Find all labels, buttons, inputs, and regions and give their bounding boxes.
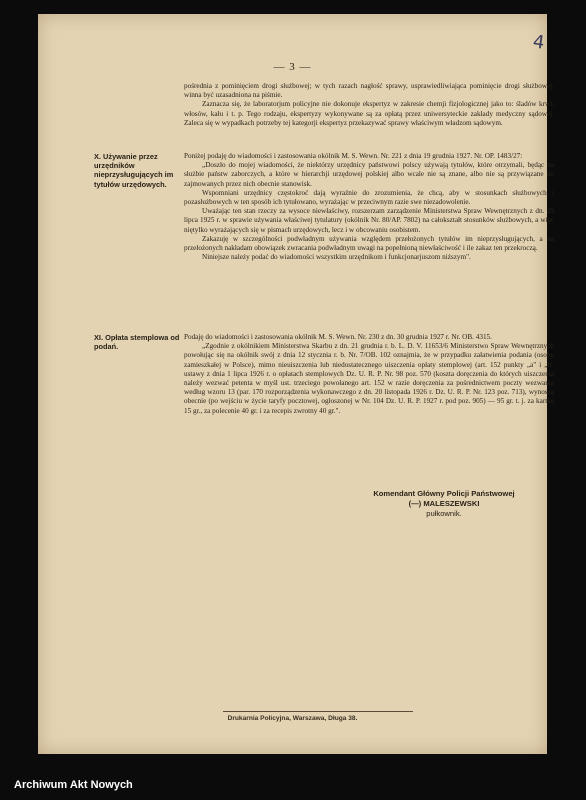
intro-paragraph: pośrednia z pominięciem drogi służbowej; w tych razach nagłość sprawy, usprawiedliwiająca pominięcie drogi służbowej, winna być uzasadniona na piśmie. xyxy=(184,82,554,100)
footer-divider xyxy=(223,711,413,712)
intro-paragraph: Zaznacza się, że laboratorjum policyjne nie dokonuje ekspertyz w zakresie chemji fizjologicznej jako to: śladów krwi, włosów, kału i t. p. Tego rodzaju, ekspertyzy wykonywane są za opłatą przez uniwersyteckie zakłady medyczny sądowej. Zaleca się w wypadkach potrzeby tej kategorji ekspertyz przekazywać sprawy właściwym władzom sądowym. xyxy=(184,100,554,127)
section-x-heading: X. Używanie przez urzędników nieprzysługujących im tytułów urzędowych. xyxy=(94,152,174,189)
intro-block xyxy=(184,82,554,128)
signature-name: (—) MALESZEWSKI xyxy=(408,499,480,508)
quote-paragraph: Niniejsze należy podać do wiadomości wszystkim urzędnikom i funkcjonarjuszom niższym". xyxy=(202,253,471,262)
quote-paragraph: Zakazuję w szczególności podwładnym używania względem przełożonych tytułów im nieprzysługujących, a na przełożonych nakładam obowiązek zwracania podwładnym uwagi na popełnioną niewłaściwość i ile zakaz ten przekroczą. xyxy=(184,234,554,253)
quote-paragraph: Uważając ten stan rzeczy za wysoce niewłaściwy, rozszerzam zarządzenie Ministerstwa Spraw Wewnętrznych z dn. 29 lipca 1925 r. w sprawie używania właściwej tytulatury (okólnik Nr. 80/AP. 7802) na całokształt stosunków służbowych, a więc niętylko wyrażających się w pismach urzędowych, lecz i w obcowaniu osobistem. xyxy=(184,207,554,234)
section-x-body xyxy=(184,152,554,262)
quote-paragraph: „Zgodnie z okólnikiem Ministerstwa Skarbu z dn. 21 grudnia r. b. L. D. V. 11653/6 Ministerstwo Spraw Wewnętrznych powołując się na okólnik swój z dnia 12 stycznia r. b. Nr. 7/OB. 102 oznajmia, że w przypadku załatwienia podania (osoby zamieszkałej w Polsce), mimo nieuiszczenia lub niedostatecznego uiszczenia opłaty stemplowej (art. 152 punkty „a" i „b" ustawy z dnia 1 lipca 1926 r. o opłatach stemplowych Dz. U. R. P. Nr. 98 poz. 570 (koszta doręczenia do których uiszczenia należy wezwać petenta w myśl ust. trzeciego powołanego art. 152 w razie doręczenia za pośrednictwem poczty wezwania według wzoru 13 (par. 170 rozporządzenia wykonawczego z dn. 20 listopada 1926 r. Dz. U. R. P. Nr. 123 poz. 713), wynoszą obecnie (po wejściu w życie taryfy pocztowej, ogłoszonej w Nr. 104 Dz. U. R. P. 1927 r. pod poz. 905) — 95 gr. t. j. za kartkę 15 gr., za polecenie 40 gr. i za recepis zwrotny 40 gr.". xyxy=(184,342,554,415)
quote-paragraph: „Doszło do mojej wiadomości, że niektórzy urzędnicy państwowi polscy używają tytułów, które otrzymali, będąc na służbie państw zaborczych, a które w hierarchji urzędowej polskiej albo wcale nie są znane, albo nie są przywiązane do zajmowanych przez nich obecnie stanowisk. xyxy=(184,161,554,188)
page-number: — 3 — xyxy=(273,61,312,73)
section-xi-body xyxy=(184,333,554,416)
section-xi-heading: XI. Opłata stemplowa od podań. xyxy=(94,333,180,352)
archive-watermark-label: Archiwum Akt Nowych xyxy=(14,779,133,791)
printer-footer: Drukarnia Policyjna, Warszawa, Długa 38. xyxy=(227,715,358,722)
handwritten-page-mark: 4 xyxy=(531,31,546,54)
document-page xyxy=(38,14,554,754)
signature-block xyxy=(334,489,554,519)
quote-paragraph: Wspomniani urzędnicy częstokroć dają wyraźnie do zrozumienia, że chcą, aby w stosunkach służbowych i pozasłużbowych w ten sposób ich tytułowano, wyrażając w przeciwnym razie swe niezadowolenie. xyxy=(184,188,554,207)
section-paragraph: Poniżej podaję do wiadomości i zastosowania okólnik M. S. Wewn. Nr. 221 z dnia 19 grudnia 1927. Nr. OP. 1483/27: xyxy=(184,152,523,160)
signature-rank: pułkownik. xyxy=(426,509,462,518)
signature-title: Komendant Główny Policji Państwowej xyxy=(373,489,515,498)
section-paragraph: Podaję do wiadomości i zastosowania okólnik M. S. Wewn. Nr. 230 z dn. 30 grudnia 1927 r. Nr. OB. 4315. xyxy=(184,333,492,341)
